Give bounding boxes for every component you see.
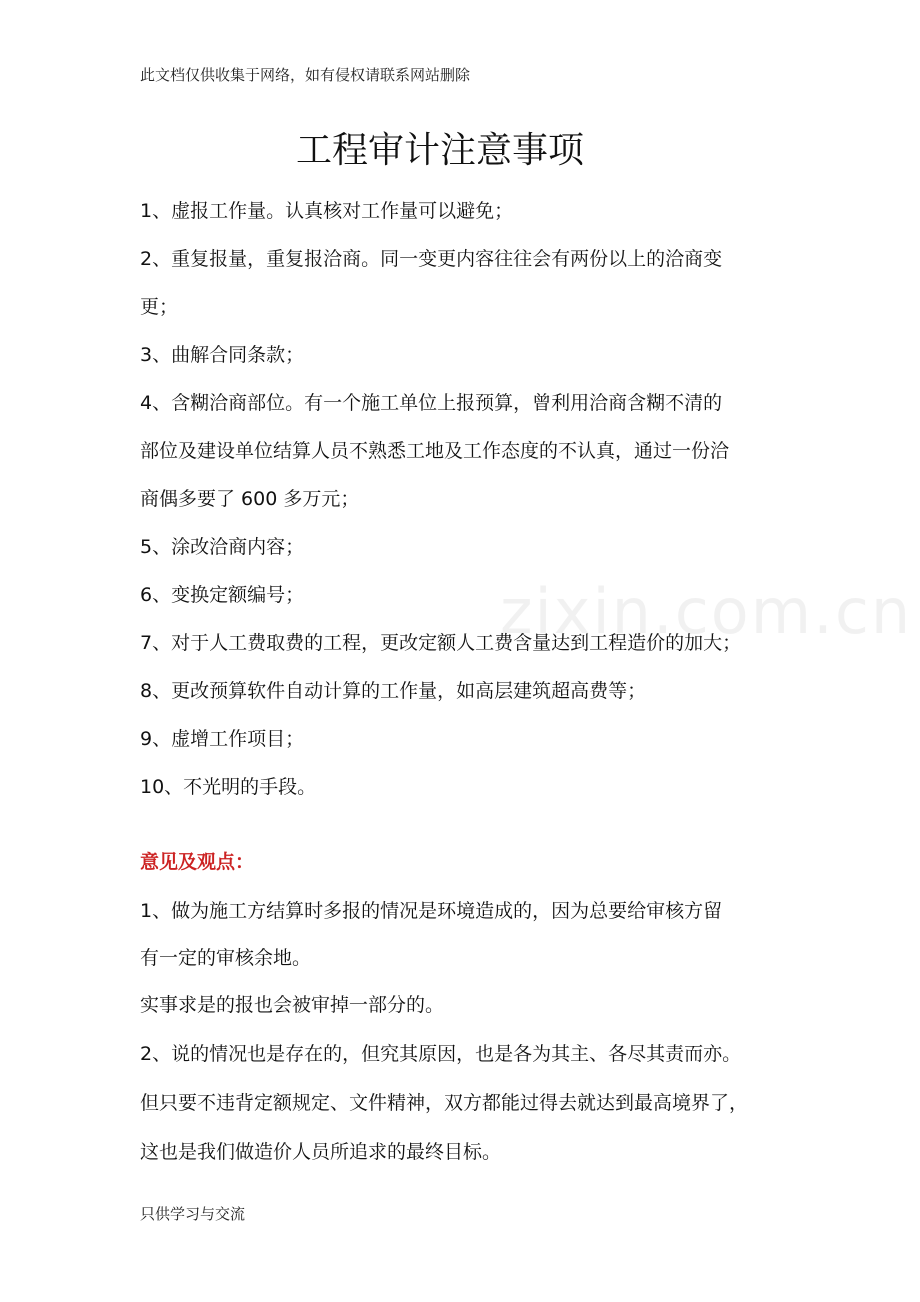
list-item: 10、不光明的手段。 [140, 776, 317, 798]
list-item: 更； [140, 296, 179, 318]
opinion-line: 1、做为施工方结算时多报的情况是环境造成的，因为总要给审核方留 [140, 900, 723, 922]
opinion-line: 但只要不违背定额规定、文件精神，双方都能过得去就达到最高境界了， [140, 1092, 749, 1114]
opinion-line: 有一定的审核余地。 [140, 947, 312, 969]
opinion-line: 实事求是的报也会被审掉一部分的。 [140, 994, 445, 1016]
list-item: 5、涂改洽商内容； [140, 536, 305, 558]
list-item: 部位及建设单位结算人员不熟悉工地及工作态度的不认真，通过一份洽 [140, 440, 730, 462]
document-title: 工程审计注意事项 [295, 130, 584, 171]
list-item: 8、更改预算软件自动计算的工作量，如高层建筑超高费等； [140, 680, 647, 702]
list-item: 1、虚报工作量。认真核对工作量可以避免； [140, 200, 514, 222]
opinion-section-heading: 意见及观点： [140, 851, 255, 873]
footer-note: 只供学习与交流 [140, 1205, 246, 1223]
opinion-line: 这也是我们做造价人员所追求的最终目标。 [140, 1141, 502, 1163]
list-item: 商偶多要了 600 多万元； [140, 488, 360, 510]
list-item: 4、含糊洽商部位。有一个施工单位上报预算，曾利用洽商含糊不清的 [140, 392, 723, 414]
list-item: 2、重复报量，重复报洽商。同一变更内容往往会有两份以上的洽商变 [140, 248, 723, 270]
list-item: 9、虚增工作项目； [140, 728, 305, 750]
list-item: 6、变换定额编号； [140, 584, 305, 606]
list-item: 7、对于人工费取费的工程，更改定额人工费含量达到工程造价的加大； [140, 632, 742, 654]
list-item: 3、曲解合同条款； [140, 344, 305, 366]
watermark: zixin.com.cn [500, 575, 913, 648]
opinion-line: 2、说的情况也是存在的，但究其原因，也是各为其主、各尽其责而亦。 [140, 1043, 742, 1065]
header-disclaimer: 此文档仅供收集于网络，如有侵权请联系网站删除 [140, 66, 471, 84]
